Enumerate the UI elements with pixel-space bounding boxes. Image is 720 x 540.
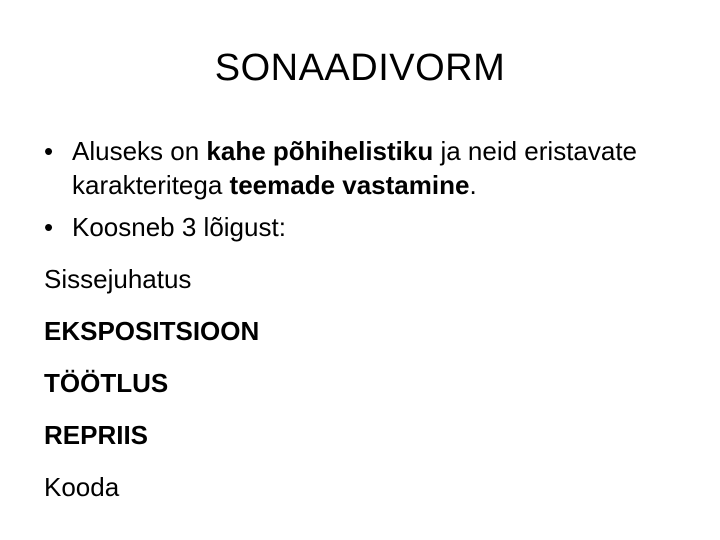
section-line-development-text: TÖÖTLUS bbox=[44, 368, 169, 398]
bullet-marker: • bbox=[44, 136, 54, 166]
bullet-item-2 bbox=[44, 210, 684, 244]
section-line-coda: Kooda bbox=[44, 472, 120, 502]
section-line-exposition-text: EKSPOSITSIOON bbox=[44, 316, 260, 346]
bullet-item-1 bbox=[44, 134, 684, 202]
bullet-text-segment: . bbox=[469, 170, 477, 200]
section-line-development bbox=[44, 366, 684, 400]
section-line-recapitulation-text: REPRIIS bbox=[44, 420, 149, 450]
section-line-exposition bbox=[44, 314, 684, 348]
bullet-text-bold: kahe põhihelistiku bbox=[206, 136, 434, 166]
bullet-marker: • bbox=[44, 212, 54, 242]
slide-title: SONAADIVORM bbox=[214, 47, 506, 89]
bullet-text-bold: teemade vastamine bbox=[229, 170, 470, 200]
bullet-text-segment: Koosneb 3 lõigust: bbox=[72, 212, 286, 242]
bullet-text-segment: Aluseks on bbox=[72, 136, 207, 166]
section-line-intro: Sissejuhatus bbox=[44, 264, 192, 294]
slide-content bbox=[44, 134, 684, 522]
bullet-text-segment: ja neid eristavate karakteritega bbox=[72, 136, 638, 200]
section-line-recapitulation bbox=[44, 418, 684, 452]
